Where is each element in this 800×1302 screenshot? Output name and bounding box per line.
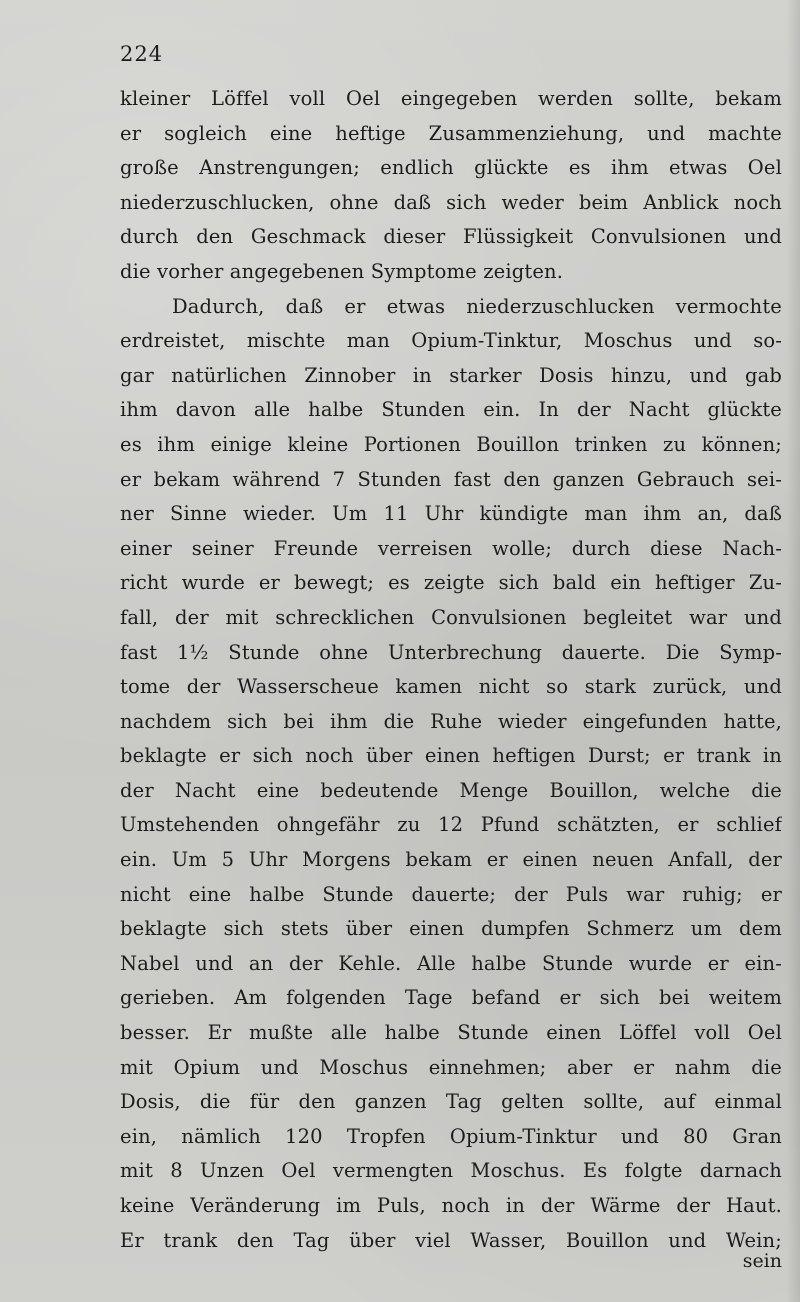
paragraph-start-line: Dadurch, daß er etwas niederzuschlucken vermochte <box>172 294 782 318</box>
text-line: fast 1½ Stunde ohne Unterbrechung dauerte. Die Symp- <box>120 640 782 664</box>
text-line: gerieben. Am folgenden Tage befand er sich bei weitem <box>120 986 782 1010</box>
text-line: gar natürlichen Zinnober in starker Dosis hinzu, und gab <box>120 363 782 387</box>
text-line: durch den Geschmack dieser Flüssigkeit Convulsionen und <box>120 225 782 249</box>
text-line: nicht eine halbe Stunde dauerte; der Puls war ruhig; er <box>120 882 782 906</box>
catchword: sein <box>742 1250 782 1272</box>
page-edge-shadow <box>786 0 800 1302</box>
text-line: Umstehenden ohngefähr zu 12 Pfund schätzten, er schlief <box>120 813 782 837</box>
text-line: ihm davon alle halbe Stunden ein. In der Nacht glückte <box>120 398 782 422</box>
text-line: nachdem sich bei ihm die Ruhe wieder eingefunden hatte, <box>120 709 782 733</box>
text-line: er bekam während 7 Stunden fast den ganzen Gebrauch sei- <box>120 467 782 491</box>
text-line: Dosis, die für den ganzen Tag gelten sollte, auf einmal <box>120 1090 782 1114</box>
text-line: keine Veränderung im Puls, noch in der Wärme der Haut. <box>120 1194 782 1217</box>
text-line: beklagte sich stets über einen dumpfen Schmerz um dem <box>120 917 782 941</box>
text-line: ner Sinne wieder. Um 11 Uhr kündigte man ihm an, daß <box>120 502 782 526</box>
text-line: er sogleich eine heftige Zusammenziehung, und machte <box>120 121 782 145</box>
text-line: der Nacht eine bedeutende Menge Bouillon, welche die <box>120 778 782 802</box>
text-line: kleiner Löffel voll Oel eingegeben werden sollte, bekam <box>120 87 782 110</box>
text-line: mit Opium und Moschus einnehmen; aber er nahm die <box>120 1055 782 1079</box>
text-line: niederzuschlucken, ohne daß sich weder beim Anblick noch <box>120 190 782 214</box>
text-line: die vorher angegebenen Symptome zeigten. <box>120 259 564 283</box>
text-line: mit 8 Unzen Oel vermengten Moschus. Es folgte darnach <box>120 1159 782 1183</box>
text-line: einer seiner Freunde verreisen wolle; durch diese Nach- <box>120 536 782 560</box>
text-line: Er trank den Tag über viel Wasser, Bouillon und Wein; <box>120 1228 782 1252</box>
text-line: Nabel und an der Kehle. Alle halbe Stunde wurde er ein- <box>120 951 782 975</box>
text-line: es ihm einige kleine Portionen Bouillon trinken zu können; <box>120 432 782 456</box>
text-line: große Anstrengungen; endlich glückte es ihm etwas Oel <box>120 156 782 180</box>
text-line: ein. Um 5 Uhr Morgens bekam er einen neuen Anfall, der <box>120 848 782 872</box>
page-number: 224 <box>120 42 164 66</box>
text-line: tome der Wasserscheue kamen nicht so stark zurück, und <box>120 675 782 699</box>
text-line: ein, nämlich 120 Tropfen Opium-Tinktur und 80 Gran <box>120 1124 782 1148</box>
text-line: beklagte er sich noch über einen heftigen Durst; er trank in <box>120 744 782 768</box>
text-line: besser. Er mußte alle halbe Stunde einen Löffel voll Oel <box>120 1021 782 1045</box>
text-line: fall, der mit schrecklichen Convulsionen begleitet war und <box>120 605 782 629</box>
text-line: erdreistet, mischte man Opium-Tinktur, Moschus und so- <box>120 329 782 353</box>
body-text <box>120 82 782 1258</box>
text-line: richt wurde er bewegt; es zeigte sich bald ein heftiger Zu- <box>120 571 782 595</box>
